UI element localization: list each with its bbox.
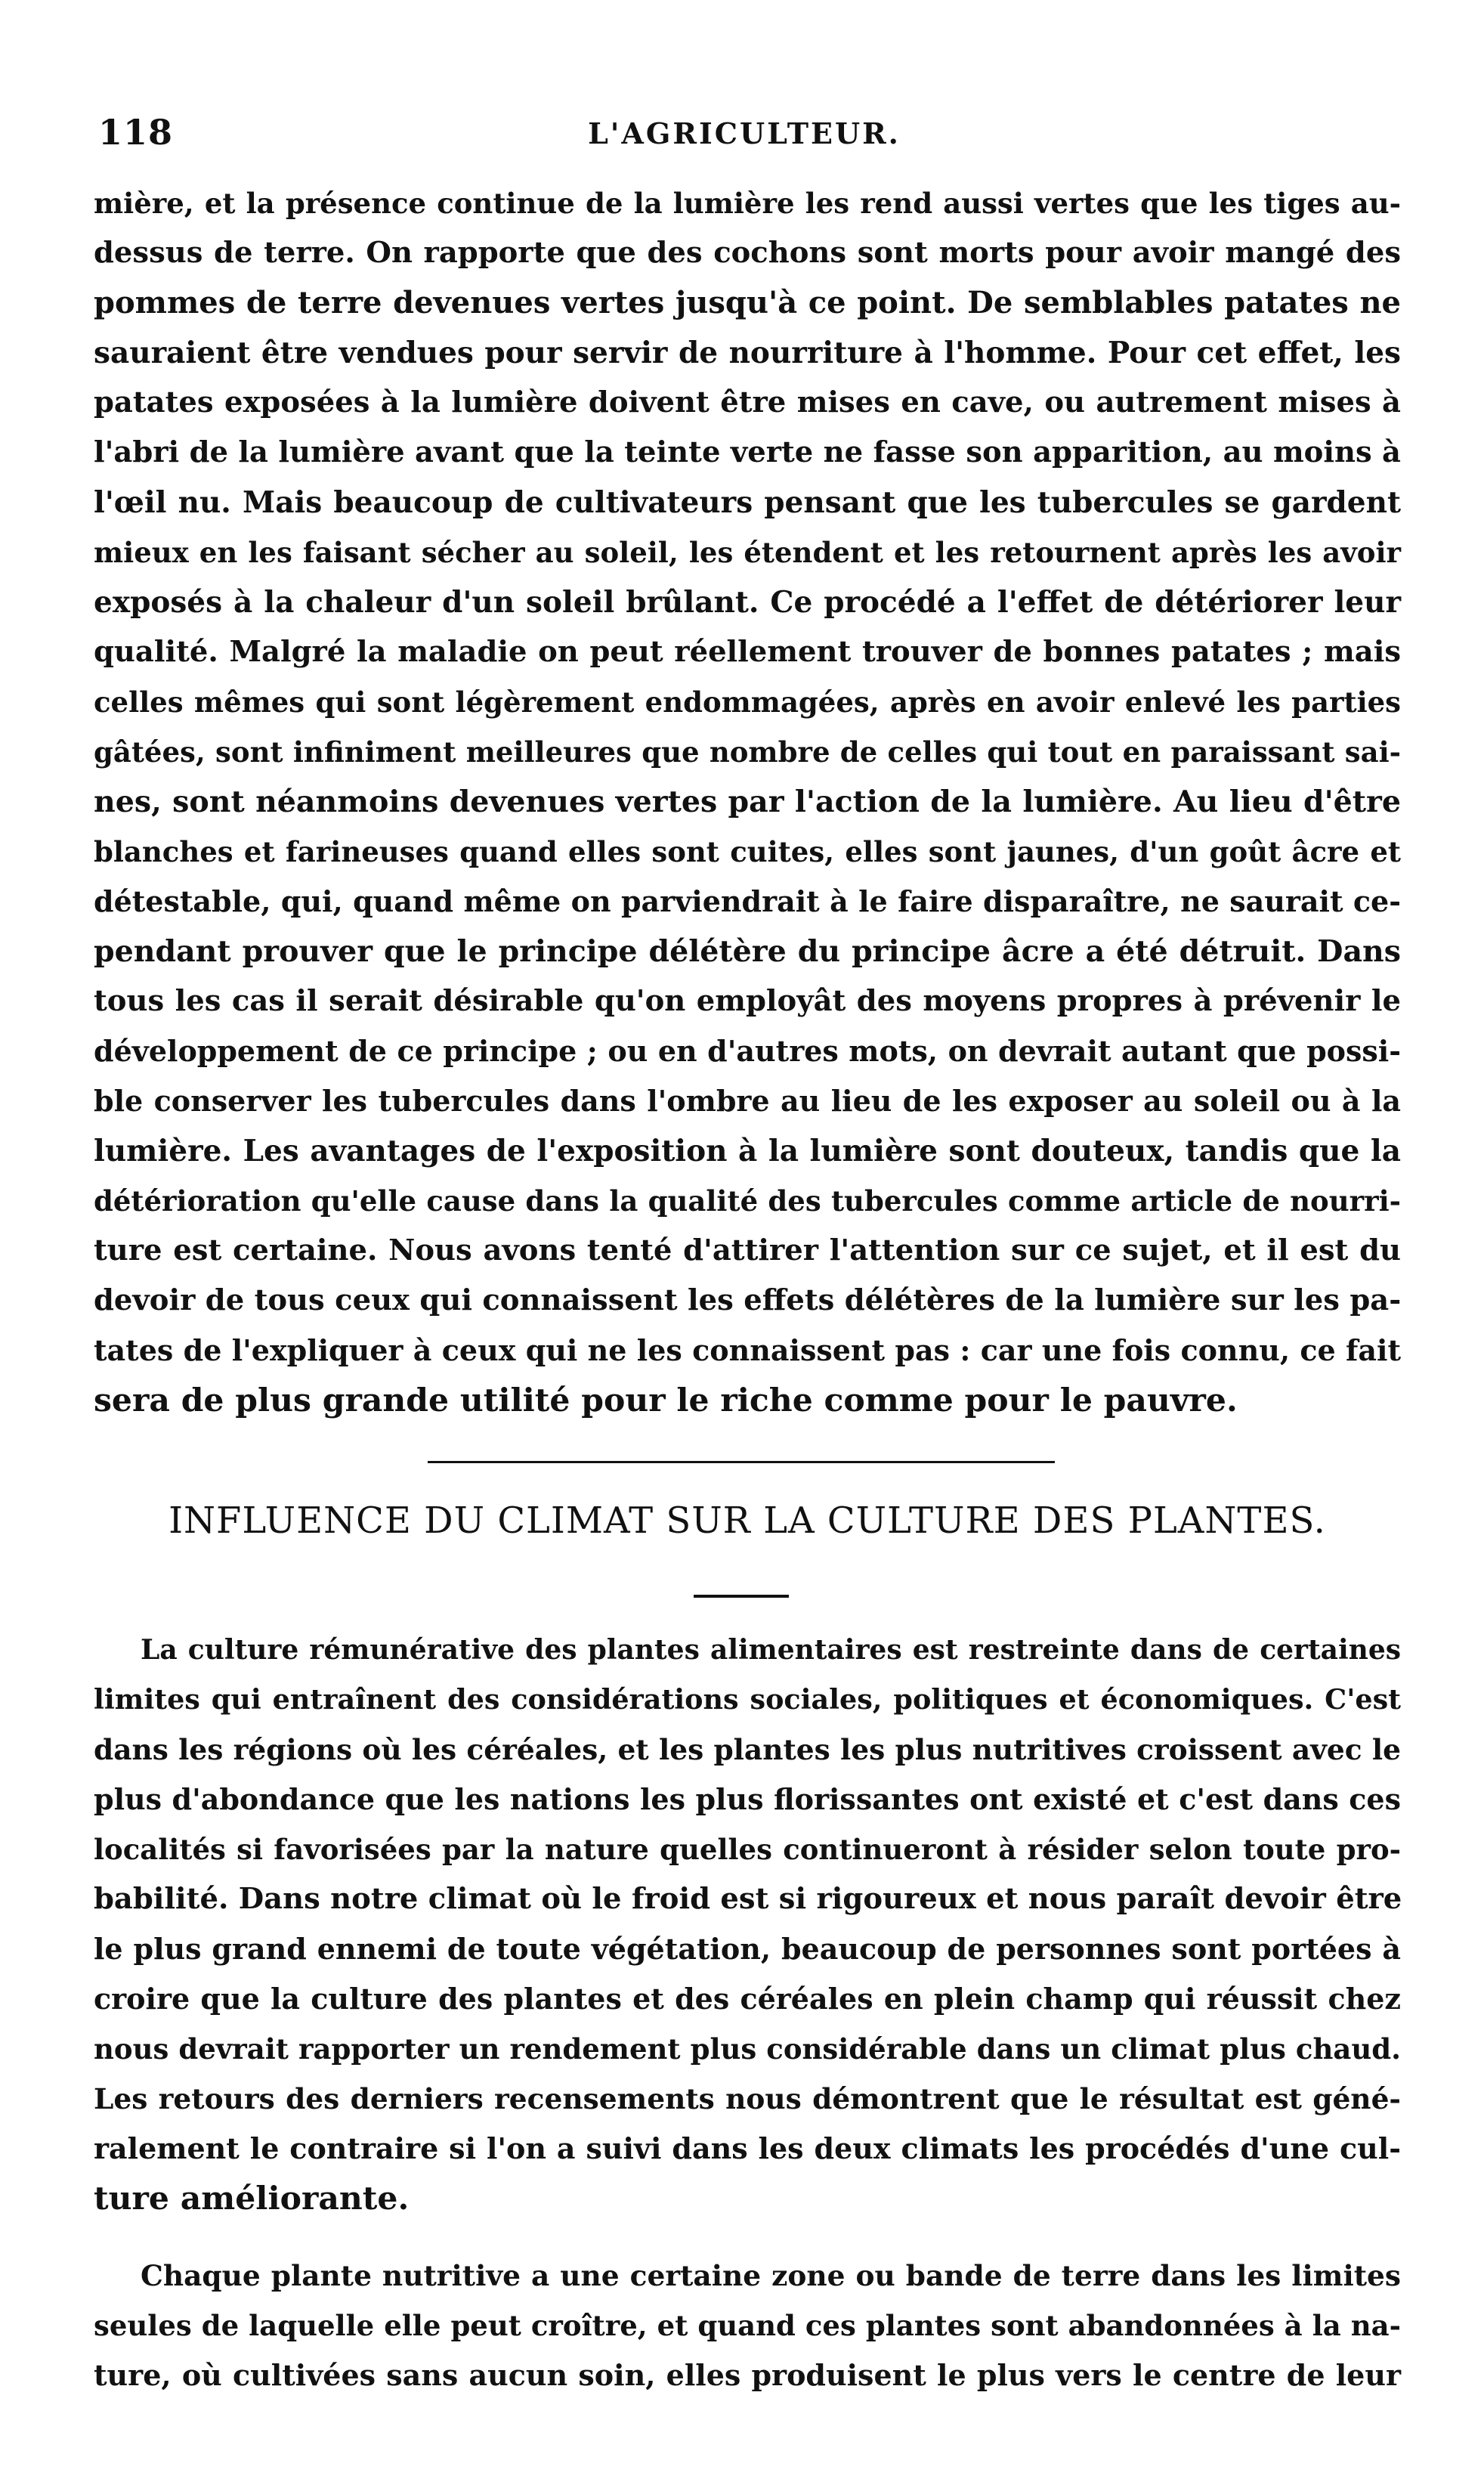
text-line: gâtées, sont infiniment meilleures que nombre de celles qui tout en paraissant sai- xyxy=(94,735,1401,769)
section-divider xyxy=(428,1461,1055,1463)
text-line: nes, sont néanmoins devenues vertes par l'action de la lumière. Au lieu d'être xyxy=(94,785,1401,819)
text-line: tates de l'expliquer à ceux qui ne les connaissent pas : car une fois connu, ce fait xyxy=(94,1333,1401,1367)
text-line: ture améliorante. xyxy=(94,2180,410,2217)
text-line: ble conserver les tubercules dans l'ombre au lieu de les exposer au soleil ou à la xyxy=(94,1084,1401,1118)
text-line: qualité. Malgré la maladie on peut réellement trouver de bonnes patates ; mais xyxy=(94,635,1401,669)
text-line: Chaque plante nutritive a une certaine zone ou bande de terre dans les limites xyxy=(141,2259,1401,2292)
text-line: lumière. Les avantages de l'exposition à la lumière sont douteux, tandis que la xyxy=(94,1134,1401,1168)
text-line: l'œil nu. Mais beaucoup de cultivateurs pensant que les tubercules se gardent xyxy=(94,485,1401,520)
text-line: blanches et farineuses quand elles sont cuites, elles sont jaunes, d'un goût âcre et xyxy=(94,835,1401,868)
running-title: L'AGRICULTEUR. xyxy=(588,116,901,150)
page-header xyxy=(98,112,1390,165)
text-line: pendant prouver que le principe délétère du principe âcre a été détruit. Dans xyxy=(94,934,1401,969)
text-line: détérioration qu'elle cause dans la qualité des tubercules comme article de nourri- xyxy=(94,1184,1401,1218)
text-line: l'abri de la lumière avant que la teinte verte ne fasse son apparition, au moins à xyxy=(94,435,1401,469)
text-line: mière, et la présence continue de la lumière les rend aussi vertes que les tiges au- xyxy=(94,187,1401,220)
title-underline xyxy=(694,1595,789,1598)
text-line: La culture rémunérative des plantes alimentaires est restreinte dans de certaines xyxy=(141,1634,1401,1666)
text-line: ture est certaine. Nous avons tenté d'attirer l'attention sur ce sujet, et il est du xyxy=(94,1233,1401,1267)
text-line: localités si favorisées par la nature quelles continueront à résider selon toute pro- xyxy=(94,1833,1401,1866)
text-line: celles mêmes qui sont légèrement endommagées, après en avoir enlevé les parties xyxy=(94,685,1401,719)
text-line: devoir de tous ceux qui connaissent les effets délétères de la lumière sur les pa- xyxy=(94,1283,1402,1317)
text-line: ralement le contraire si l'on a suivi dans les deux climats les procédés d'une cul- xyxy=(94,2131,1401,2165)
text-line: exposés à la chaleur d'un soleil brûlant. Ce procédé a l'effet de détériorer leur xyxy=(94,585,1401,620)
text-line: patates exposées à la lumière doivent être mises en cave, ou autrement mises à xyxy=(94,385,1401,419)
text-line: nous devrait rapporter un rendement plus considérable dans un climat plus chaud. xyxy=(94,2032,1401,2066)
text-line: croire que la culture des plantes et des céréales en plein champ qui réussit chez xyxy=(94,1982,1401,2016)
paragraph-plant-zone xyxy=(94,2251,1401,2400)
text-line: babilité. Dans notre climat où le froid est si rigoureux et nous paraît devoir être xyxy=(94,1882,1402,1916)
text-line: dessus de terre. On rapporte que des cochons sont morts pour avoir mangé des xyxy=(94,236,1401,270)
text-line: détestable, qui, quand même on parviendrait à le faire disparaître, ne saurait ce- xyxy=(94,884,1401,918)
paragraph-climate xyxy=(94,1625,1401,2224)
text-line: Les retours des derniers recensements nous démontrent que le résultat est géné- xyxy=(94,2082,1401,2115)
page-number: 118 xyxy=(98,112,174,153)
text-line: ture, où cultivées sans aucun soin, elles produisent le plus vers le centre de leur xyxy=(94,2358,1401,2392)
text-line: le plus grand ennemi de toute végétation, beaucoup de personnes sont portées à xyxy=(94,1932,1401,1966)
paragraph-potatoes-light xyxy=(94,178,1401,1425)
text-line: seules de laquelle elle peut croître, et quand ces plantes sont abandonnées à la na- xyxy=(94,2309,1401,2342)
text-line: tous les cas il serait désirable qu'on employât des moyens propres à prévenir le xyxy=(94,984,1401,1018)
text-line: dans les régions où les céréales, et les plantes les plus nutritives croissent avec le xyxy=(94,1733,1401,1766)
text-line: plus d'abondance que les nations les plus florissantes ont existé et c'est dans ces xyxy=(94,1782,1401,1816)
text-line: sauraient être vendues pour servir de nourriture à l'homme. Pour cet effet, les xyxy=(94,336,1401,370)
text-line: développement de ce principe ; ou en d'autres mots, on devrait autant que possi- xyxy=(94,1034,1401,1068)
text-line: pommes de terre devenues vertes jusqu'à ce point. De semblables patates ne xyxy=(94,285,1401,320)
text-line: limites qui entraînent des considérations sociales, politiques et économiques. C'est xyxy=(94,1683,1401,1716)
text-line: sera de plus grande utilité pour le riche comme pour le pauvre. xyxy=(94,1382,1238,1419)
section-title: INFLUENCE DU CLIMAT SUR LA CULTURE DES PLANTES. xyxy=(168,1499,1326,1542)
text-line: mieux en les faisant sécher au soleil, les étendent et les retournent après les avoir xyxy=(94,536,1401,569)
